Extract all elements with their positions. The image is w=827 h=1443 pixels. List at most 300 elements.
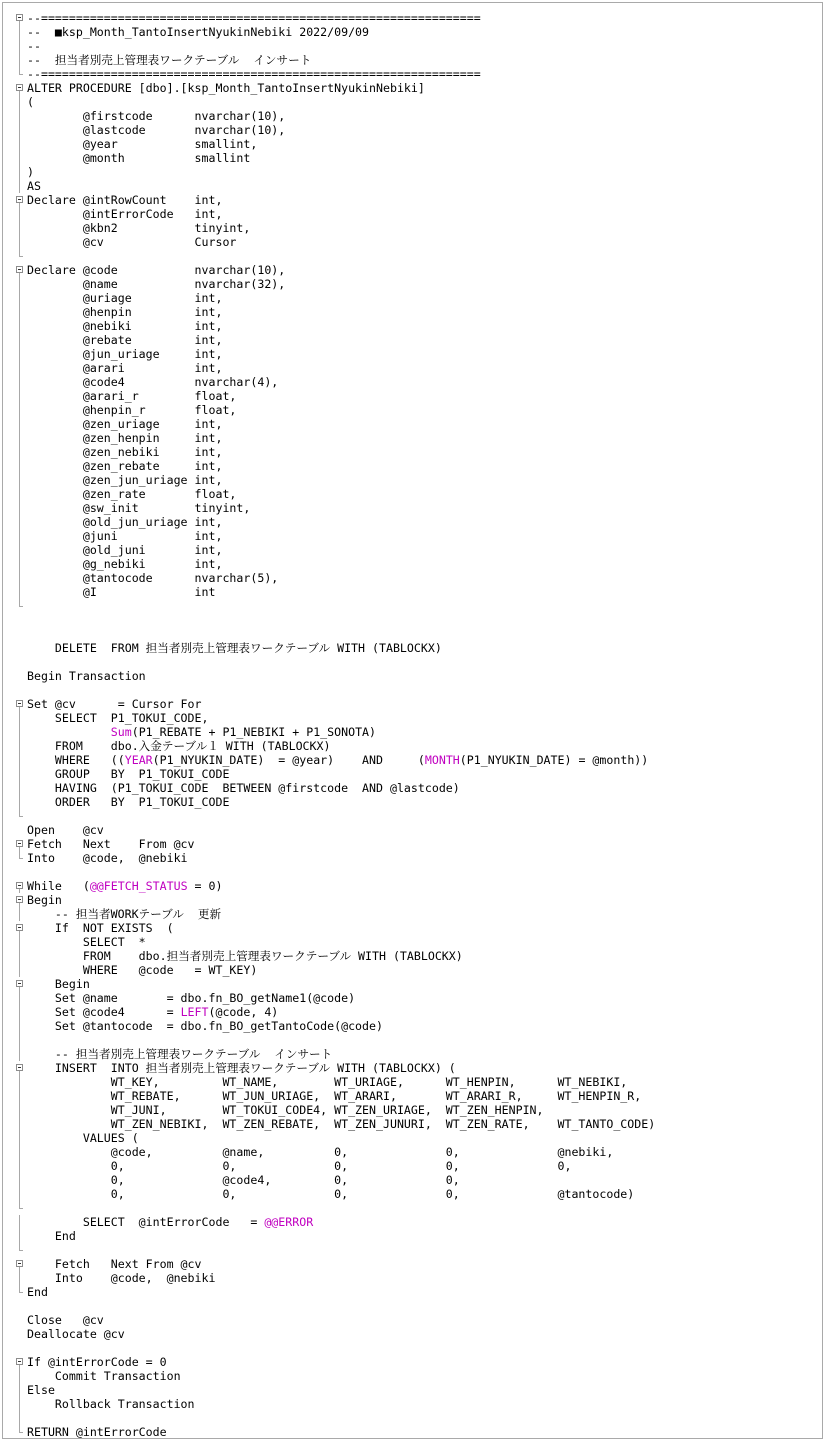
code-token: Close @cv (27, 1313, 104, 1327)
code-text (27, 445, 222, 459)
code-text (27, 291, 222, 305)
fold-guide (15, 39, 25, 53)
code-line (15, 837, 823, 851)
code-token: @nebiki int, (27, 319, 223, 333)
code-text (27, 235, 236, 249)
code-text (27, 837, 195, 851)
code-token: Else (27, 1383, 55, 1397)
fold-guide (15, 487, 25, 501)
code-text (27, 1131, 139, 1145)
fold-toggle-icon[interactable] (15, 81, 25, 95)
code-line (15, 613, 823, 627)
code-token: RETURN @intErrorCode (27, 1425, 167, 1439)
code-token: @jun_uriage int, (27, 347, 223, 361)
fold-toggle-icon[interactable] (15, 11, 25, 25)
builtin-token: YEAR (124, 753, 153, 767)
fold-guide (15, 347, 25, 361)
code-token: WHERE (( (27, 753, 125, 767)
code-token: @year smallint, (27, 137, 258, 151)
code-text (27, 1355, 167, 1369)
code-text (27, 67, 481, 81)
code-text (27, 697, 202, 711)
code-line (15, 403, 823, 417)
code-line (15, 1313, 823, 1327)
code-token: @zen_uriage int, (27, 417, 223, 431)
code-text (27, 991, 355, 1005)
fold-toggle-icon[interactable] (15, 977, 25, 991)
code-token: Fetch Next From @cv (27, 837, 195, 851)
fold-guide (15, 333, 25, 347)
code-line (15, 1159, 823, 1173)
fold-guide (15, 389, 25, 403)
code-token: @I int (27, 585, 216, 599)
fold-guide-end (15, 1243, 25, 1257)
fold-guide (15, 221, 25, 235)
fold-guide (15, 109, 25, 123)
code-token: @arari_r float, (27, 389, 237, 403)
code-token: If @intErrorCode = 0 (27, 1355, 167, 1369)
code-line (15, 1215, 823, 1229)
code-text (27, 1425, 167, 1439)
code-token: Declare @code nvarchar(10), (27, 263, 286, 277)
code-line (15, 1425, 823, 1439)
code-token: 0, 0, 0, 0, @tantocode) (27, 1187, 635, 1201)
code-text (27, 1229, 76, 1243)
fold-guide (15, 991, 25, 1005)
fold-toggle-icon[interactable] (15, 697, 25, 711)
code-line (15, 571, 823, 585)
fold-guide (15, 403, 25, 417)
code-line (15, 977, 823, 991)
code-token: Into @code, @nebiki (27, 1271, 216, 1285)
fold-guide (15, 1271, 25, 1285)
code-token: Begin (27, 977, 90, 991)
gutter (15, 641, 25, 655)
fold-toggle-icon[interactable] (15, 1257, 25, 1271)
code-line (15, 1369, 823, 1383)
code-token: Set @name = dbo.fn_BO_getName1(@code) (27, 991, 356, 1005)
code-line (15, 907, 823, 921)
code-line (15, 893, 823, 907)
fold-guide (15, 53, 25, 67)
code-line (15, 1341, 823, 1355)
code-token: ( (27, 95, 34, 109)
fold-guide (15, 25, 25, 39)
code-token: Into @code, @nebiki (27, 851, 188, 865)
code-token: HAVING (P1_TOKUI_CODE BETWEEN @firstcode AND @lastcode) (27, 781, 460, 795)
code-token: @tantocode nvarchar(5), (27, 571, 279, 585)
code-line (15, 137, 823, 151)
code-token: @cv Cursor (27, 235, 237, 249)
code-text (27, 263, 285, 277)
fold-guide (15, 123, 25, 137)
code-line (15, 949, 823, 963)
fold-guide (15, 907, 25, 921)
code-line (15, 1117, 823, 1131)
code-text (27, 1103, 544, 1117)
code-text (27, 389, 236, 403)
fold-guide (15, 585, 25, 599)
code-line (15, 431, 823, 445)
code-token: @firstcode nvarchar(10), (27, 109, 286, 123)
code-text (27, 1019, 383, 1033)
fold-guide (15, 1117, 25, 1131)
code-text (27, 921, 174, 935)
code-line (15, 165, 823, 179)
code-text (27, 1397, 195, 1411)
code-token: SELECT * (27, 935, 146, 949)
code-token: Deallocate @cv (27, 1327, 125, 1341)
code-token: ALTER PROCEDURE [dbo].[ksp_Month_TantoInsertNyukinNebiki] (27, 81, 425, 95)
code-token: End (27, 1229, 76, 1243)
code-line (15, 515, 823, 529)
code-token: 0, 0, 0, 0, 0, (27, 1159, 572, 1173)
fold-guide (15, 1173, 25, 1187)
code-text (27, 543, 222, 557)
code-token: WHERE @code = WT_KEY) (27, 963, 258, 977)
code-line (15, 543, 823, 557)
code-text (27, 1313, 104, 1327)
code-text (27, 487, 236, 501)
code-line (15, 249, 823, 263)
code-text (27, 893, 62, 907)
code-text (27, 1327, 125, 1341)
code-text (27, 1005, 278, 1019)
fold-guide (15, 235, 25, 249)
fold-guide (15, 417, 25, 431)
code-token: @zen_jun_uriage int, (27, 473, 223, 487)
code-line (15, 67, 823, 81)
code-line (15, 1103, 823, 1117)
code-line (15, 39, 823, 53)
fold-guide-end (15, 851, 25, 865)
code-token: @code, @name, 0, 0, @nebiki, (27, 1145, 614, 1159)
code-line (15, 375, 823, 389)
fold-guide (15, 1033, 25, 1047)
fold-guide (15, 1187, 25, 1201)
fold-guide (15, 739, 25, 753)
code-line (15, 1005, 823, 1019)
code-line (15, 1187, 823, 1201)
code-token: @month smallint (27, 151, 251, 165)
code-token: End (27, 1285, 48, 1299)
code-token: @arari int, (27, 361, 223, 375)
code-token: @henpin_r float, (27, 403, 237, 417)
code-line (15, 193, 823, 207)
fold-toggle-icon[interactable] (15, 193, 25, 207)
code-token: DELETE FROM 担当者別売上管理表ワークテーブル WITH (TABLOCKX) (27, 641, 442, 655)
code-line (15, 123, 823, 137)
code-token: (@code, 4) (208, 1005, 279, 1019)
code-line (15, 823, 823, 837)
code-line (15, 1033, 823, 1047)
code-line (15, 361, 823, 375)
fold-toggle-icon[interactable] (15, 893, 25, 907)
code-text (27, 25, 369, 39)
code-token: Commit Transaction (27, 1369, 181, 1383)
code-text (27, 823, 104, 837)
code-line (15, 669, 823, 683)
code-line (15, 1229, 823, 1243)
fold-guide (15, 543, 25, 557)
code-token: @zen_nebiki int, (27, 445, 223, 459)
code-text (27, 963, 257, 977)
fold-guide (15, 529, 25, 543)
code-text (27, 375, 278, 389)
code-line (15, 781, 823, 795)
code-token: Begin (27, 893, 62, 907)
code-line (15, 963, 823, 977)
fold-guide (15, 1089, 25, 1103)
code-line (15, 221, 823, 235)
code-line (15, 585, 823, 599)
fold-guide (15, 459, 25, 473)
code-token: -- 担当者別売上管理表ワークテーブル インサート (27, 1047, 333, 1061)
code-token: Begin Transaction (27, 669, 146, 683)
code-line (15, 739, 823, 753)
code-line (15, 851, 823, 865)
code-line (15, 277, 823, 291)
code-line (15, 1145, 823, 1159)
code-line (15, 487, 823, 501)
code-text (27, 39, 41, 53)
fold-guide (15, 1369, 25, 1383)
code-text (27, 585, 215, 599)
code-text (27, 501, 250, 515)
code-text (27, 305, 222, 319)
code-text (27, 179, 41, 193)
fold-guide-end (15, 1201, 25, 1215)
fold-toggle-icon[interactable] (15, 921, 25, 935)
fold-guide-end (15, 599, 25, 613)
builtin-token: @@ERROR (264, 1215, 314, 1229)
code-line (15, 683, 823, 697)
fold-toggle-icon[interactable] (15, 263, 25, 277)
code-line (15, 1285, 823, 1299)
code-token: Declare @intRowCount int, (27, 193, 223, 207)
fold-guide (15, 1229, 25, 1243)
fold-guide (15, 1145, 25, 1159)
gutter (15, 823, 25, 837)
code-line (15, 655, 823, 669)
code-text (27, 515, 222, 529)
code-line (15, 921, 823, 935)
fold-guide (15, 1159, 25, 1173)
code-token: Set @tantocode = dbo.fn_BO_getTantoCode(@code) (27, 1019, 383, 1033)
fold-guide (15, 781, 25, 795)
code-line (15, 1271, 823, 1285)
code-token: = 0) (187, 879, 223, 893)
code-text (27, 361, 222, 375)
code-token: --=============================================================== (27, 67, 481, 81)
fold-guide (15, 165, 25, 179)
code-line (15, 207, 823, 221)
code-text (27, 1215, 313, 1229)
code-line (15, 501, 823, 515)
code-token: ORDER BY P1_TOKUI_CODE (27, 795, 230, 809)
code-token: SELECT @intErrorCode = (27, 1215, 265, 1229)
fold-guide (15, 1075, 25, 1089)
code-token: WT_ZEN_NEBIKI, WT_ZEN_REBATE, WT_ZEN_JUNURI, WT_ZEN_RATE, WT_TANTO_CODE) (27, 1117, 656, 1131)
code-text (27, 935, 146, 949)
code-text (27, 1369, 181, 1383)
fold-guide-end (15, 249, 25, 263)
code-text (27, 907, 221, 921)
fold-guide (15, 151, 25, 165)
code-token: If NOT EXISTS ( (27, 921, 174, 935)
fold-guide (15, 1019, 25, 1033)
code-line (15, 291, 823, 305)
code-token: Rollback Transaction (27, 1397, 195, 1411)
fold-guide (15, 1215, 25, 1229)
fold-guide (15, 473, 25, 487)
code-line (15, 11, 823, 25)
code-text (27, 767, 229, 781)
code-line (15, 1397, 823, 1411)
code-token: @uriage int, (27, 291, 223, 305)
fold-toggle-icon[interactable] (15, 1061, 25, 1075)
code-line (15, 263, 823, 277)
code-token: -- 担当者WORKテーブル 更新 (27, 907, 222, 921)
code-text (27, 403, 236, 417)
code-text (27, 333, 222, 347)
code-text (27, 1173, 460, 1187)
code-line (15, 1355, 823, 1369)
fold-guide (15, 361, 25, 375)
fold-toggle-icon[interactable] (15, 879, 25, 893)
fold-toggle-icon[interactable] (15, 1355, 25, 1369)
code-line (15, 557, 823, 571)
code-text (27, 417, 222, 431)
code-token: WT_KEY, WT_NAME, WT_URIAGE, WT_HENPIN, WT_NEBIKI, (27, 1075, 628, 1089)
fold-guide (15, 207, 25, 221)
gutter (15, 669, 25, 683)
code-text (27, 473, 222, 487)
code-text (27, 137, 257, 151)
code-token: (P1_NYUKIN_DATE) = @year) AND ( (152, 753, 425, 767)
code-token: @zen_rate float, (27, 487, 237, 501)
code-token: --=============================================================== (27, 11, 481, 25)
code-text (27, 1187, 634, 1201)
fold-guide (15, 319, 25, 333)
code-line (15, 179, 823, 193)
fold-guide (15, 557, 25, 571)
code-token: ) (27, 165, 34, 179)
fold-guide (15, 179, 25, 193)
fold-guide (15, 767, 25, 781)
code-line (15, 25, 823, 39)
code-line (15, 865, 823, 879)
code-token: WT_REBATE, WT_JUN_URIAGE, WT_ARARI, WT_ARARI_R, WT_HENPIN_R, (27, 1089, 642, 1103)
code-text (27, 571, 278, 585)
code-line (15, 1411, 823, 1425)
code-text (27, 1383, 55, 1397)
code-text (27, 781, 460, 795)
code-line (15, 1173, 823, 1187)
code-line (15, 235, 823, 249)
code-token: @lastcode nvarchar(10), (27, 123, 286, 137)
fold-toggle-icon[interactable] (15, 837, 25, 851)
code-line (15, 1327, 823, 1341)
code-text (27, 557, 222, 571)
code-token: @g_nebiki int, (27, 557, 223, 571)
code-line (15, 109, 823, 123)
fold-guide (15, 501, 25, 515)
code-token: FROM dbo.入金テーブル１ WITH (TABLOCKX) (27, 739, 331, 753)
fold-guide (15, 375, 25, 389)
code-line (15, 1047, 823, 1061)
code-line (15, 95, 823, 109)
fold-guide (15, 1047, 25, 1061)
code-line (15, 1299, 823, 1313)
fold-guide (15, 1383, 25, 1397)
code-text (27, 81, 425, 95)
code-token: While ( (27, 879, 90, 893)
code-line (15, 641, 823, 655)
code-token: -- 担当者別売上管理表ワークテーブル インサート (27, 53, 312, 67)
gutter (15, 1299, 25, 1313)
code-line (15, 1257, 823, 1271)
code-token: 0, @code4, 0, 0, (27, 1173, 460, 1187)
fold-guide (15, 445, 25, 459)
code-token: GROUP BY P1_TOKUI_CODE (27, 767, 230, 781)
code-text (27, 739, 330, 753)
fold-guide (15, 95, 25, 109)
code-text (27, 641, 442, 655)
code-token: VALUES ( (27, 1131, 139, 1145)
code-line (15, 753, 823, 767)
code-text (27, 1089, 641, 1103)
code-line (15, 81, 823, 95)
code-text (27, 1271, 215, 1285)
builtin-token: MONTH (424, 753, 460, 767)
builtin-token: LEFT (180, 1005, 209, 1019)
code-line (15, 1243, 823, 1257)
code-text (27, 879, 222, 893)
code-line (15, 809, 823, 823)
gutter (15, 613, 25, 627)
code-token: FROM dbo.担当者別売上管理表ワークテーブル WITH (TABLOCKX) (27, 949, 463, 963)
gutter (15, 865, 25, 879)
code-token: @old_jun_uriage int, (27, 515, 223, 529)
code-text (27, 1257, 202, 1271)
fold-guide (15, 963, 25, 977)
fold-guide (15, 515, 25, 529)
gutter (15, 655, 25, 669)
gutter (15, 627, 25, 641)
code-text (27, 1047, 332, 1061)
code-text (27, 1159, 571, 1173)
code-text (27, 949, 463, 963)
code-line (15, 151, 823, 165)
code-line (15, 473, 823, 487)
code-text (27, 1145, 613, 1159)
fold-guide-end (15, 67, 25, 81)
code-line (15, 711, 823, 725)
code-token: @henpin int, (27, 305, 223, 319)
fold-guide-end (15, 1285, 25, 1299)
code-text (27, 711, 208, 725)
code-line (15, 725, 823, 739)
fold-guide (15, 571, 25, 585)
fold-guide-end (15, 1425, 25, 1439)
code-editor[interactable] (15, 11, 823, 1439)
code-text (27, 95, 34, 109)
code-token: @juni int, (27, 529, 223, 543)
fold-guide (15, 711, 25, 725)
code-token (27, 725, 111, 739)
code-line (15, 459, 823, 473)
